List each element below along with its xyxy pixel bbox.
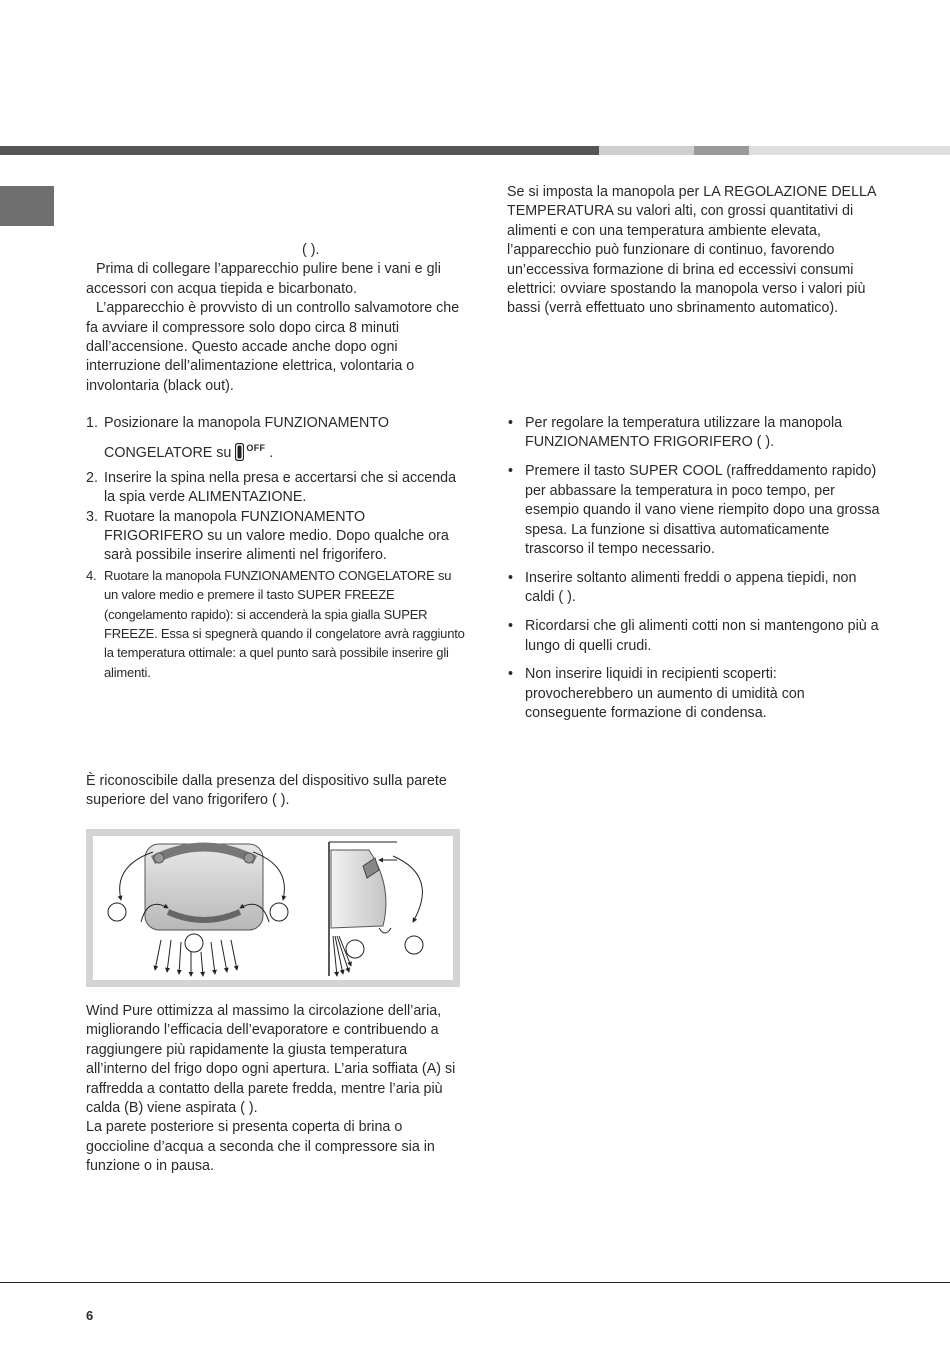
step-number: 2. <box>86 469 98 486</box>
off-label: OFF <box>246 443 266 454</box>
list-item <box>507 569 887 608</box>
bullet-text: Per regolare la temperatura utilizzare la manopola FUNZIONAMENTO FRIGORIFERO ( ). <box>525 415 843 451</box>
list-item <box>507 462 887 559</box>
list-item <box>507 617 887 656</box>
intro-paragraph-1: Prima di collegare l’apparecchio pulire bene i vani e gli accessori con acqua tiepida e bicarbonato. <box>86 261 441 297</box>
list-item <box>86 566 466 682</box>
bullet-icon: • <box>508 569 514 586</box>
bullet-text: Inserire soltanto alimenti freddi o appena tiepidi, non caldi ( ). <box>525 569 857 606</box>
step-text: Ruotare la manopola FUNZIONAMENTO CONGELATORE su un valore medio e premere il tasto SUPER FREEZE (congelamento rapido): si accenderà la spia gialla SUPER FREEZE. Essa si spegnerà quando il congelatore avrà raggiunto la temperatura ottimale: a quel punto sarà possibile inserire gli alimenti. <box>104 567 465 680</box>
header-bar-light <box>599 146 694 155</box>
step-text: Ruotare la manopola FUNZIONAMENTO FRIGORIFERO su un valore medio. Dopo qualche ora sarà possibile inserire alimenti nel frigorifero. <box>104 508 449 564</box>
header-bar-dark <box>0 146 599 155</box>
header-bar-lightest <box>749 146 950 155</box>
list-item <box>86 508 466 566</box>
usage-tips <box>507 414 887 733</box>
bullet-text: Ricordarsi che gli alimenti cotti non si mantengono più a lungo di quelli crudi. <box>525 618 879 654</box>
bullet-text: Premere il tasto SUPER COOL (raffreddamento rapido) per abbassare la temperatura in poco tempo, per esempio quando il vano viene riempito dopo una grossa spesa. La funzione si disattiva automaticamente trascorso il tempo necessario. <box>525 463 880 557</box>
bullet-text: Non inserire liquidi in recipienti scoperti: provocherebbero un aumento di umidità con conseguente formazione di condensa. <box>525 666 805 722</box>
paren-line: ( ). <box>302 242 320 258</box>
left-column <box>86 241 466 396</box>
list-item <box>86 414 466 468</box>
windpure-intro <box>86 772 466 811</box>
wind-pure-figure <box>86 829 460 987</box>
step-tail: . <box>269 445 274 462</box>
right-column <box>507 183 887 319</box>
list-item <box>507 665 887 723</box>
step-text: Posizionare la manopola FUNZIONAMENTO <box>104 415 389 431</box>
windpure-paragraph-1: Wind Pure ottimizza al massimo la circolazione dell’aria, migliorando l’efficacia dell’evaporatore e contribuendo a raggiungere più rapidamente la giusta temperatura all’interno del frigo dopo ogni apertura. L’aria soffiata (A) si raffredda a contatto della parete fredda, mentre l’aria più calda (B) viene aspirata ( ). <box>86 1003 456 1117</box>
footer-divider <box>0 1282 950 1283</box>
bullet-icon: • <box>508 618 514 635</box>
step-number: 3. <box>86 508 98 525</box>
windpure-description <box>86 1002 466 1177</box>
bullet-icon: • <box>508 463 514 480</box>
step-number: 4. <box>86 567 97 583</box>
list-item <box>86 469 466 508</box>
page-number: 6 <box>86 1308 94 1323</box>
windpure-paragraph-2: La parete posteriore si presenta coperta di brina o goccioline d’acqua a seconda che il compressore sia in funzione o in pausa. <box>86 1119 435 1175</box>
bullet-icon: • <box>508 666 514 683</box>
knob-off-icon <box>235 443 244 467</box>
header-bar-mid <box>694 146 749 155</box>
bullet-icon: • <box>508 415 514 431</box>
wind-pure-airflow-diagram-icon <box>93 836 453 980</box>
startup-steps <box>86 414 466 682</box>
list-item <box>507 414 887 453</box>
temperature-paragraph: Se si imposta la manopola per LA REGOLAZIONE DELLA TEMPERATURA su valori alti, con grossi quantitativi di alimenti e con una temperatura ambiente elevata, l’apparecchio può funzionare di continuo, favorendo un’eccessiva formazione di brina ed eccessivi consumi elettrici: ovviare spostando la manopola verso i valori più bassi (verrà effettuato uno sbrinamento automatico). <box>507 184 876 317</box>
intro-paragraph-2: L’apparecchio è provvisto di un controllo salvamotore che fa avviare il compressore solo dopo circa 8 minuti dall’accensione. Questo accade anche dopo ogni interruzione dell’alimentazione elettrica, volontaria o involontaria (black out). <box>86 300 460 394</box>
step-text: Inserire la spina nella presa e accertarsi che si accenda la spia verde ALIMENTAZIONE. <box>104 469 457 506</box>
section-tab-marker <box>0 186 54 226</box>
step-number: 1. <box>86 415 98 431</box>
step-text: CONGELATORE su <box>104 445 232 462</box>
windpure-intro-text: È riconoscibile dalla presenza del dispositivo sulla parete superiore del vano frigorifero ( ). <box>86 773 447 809</box>
